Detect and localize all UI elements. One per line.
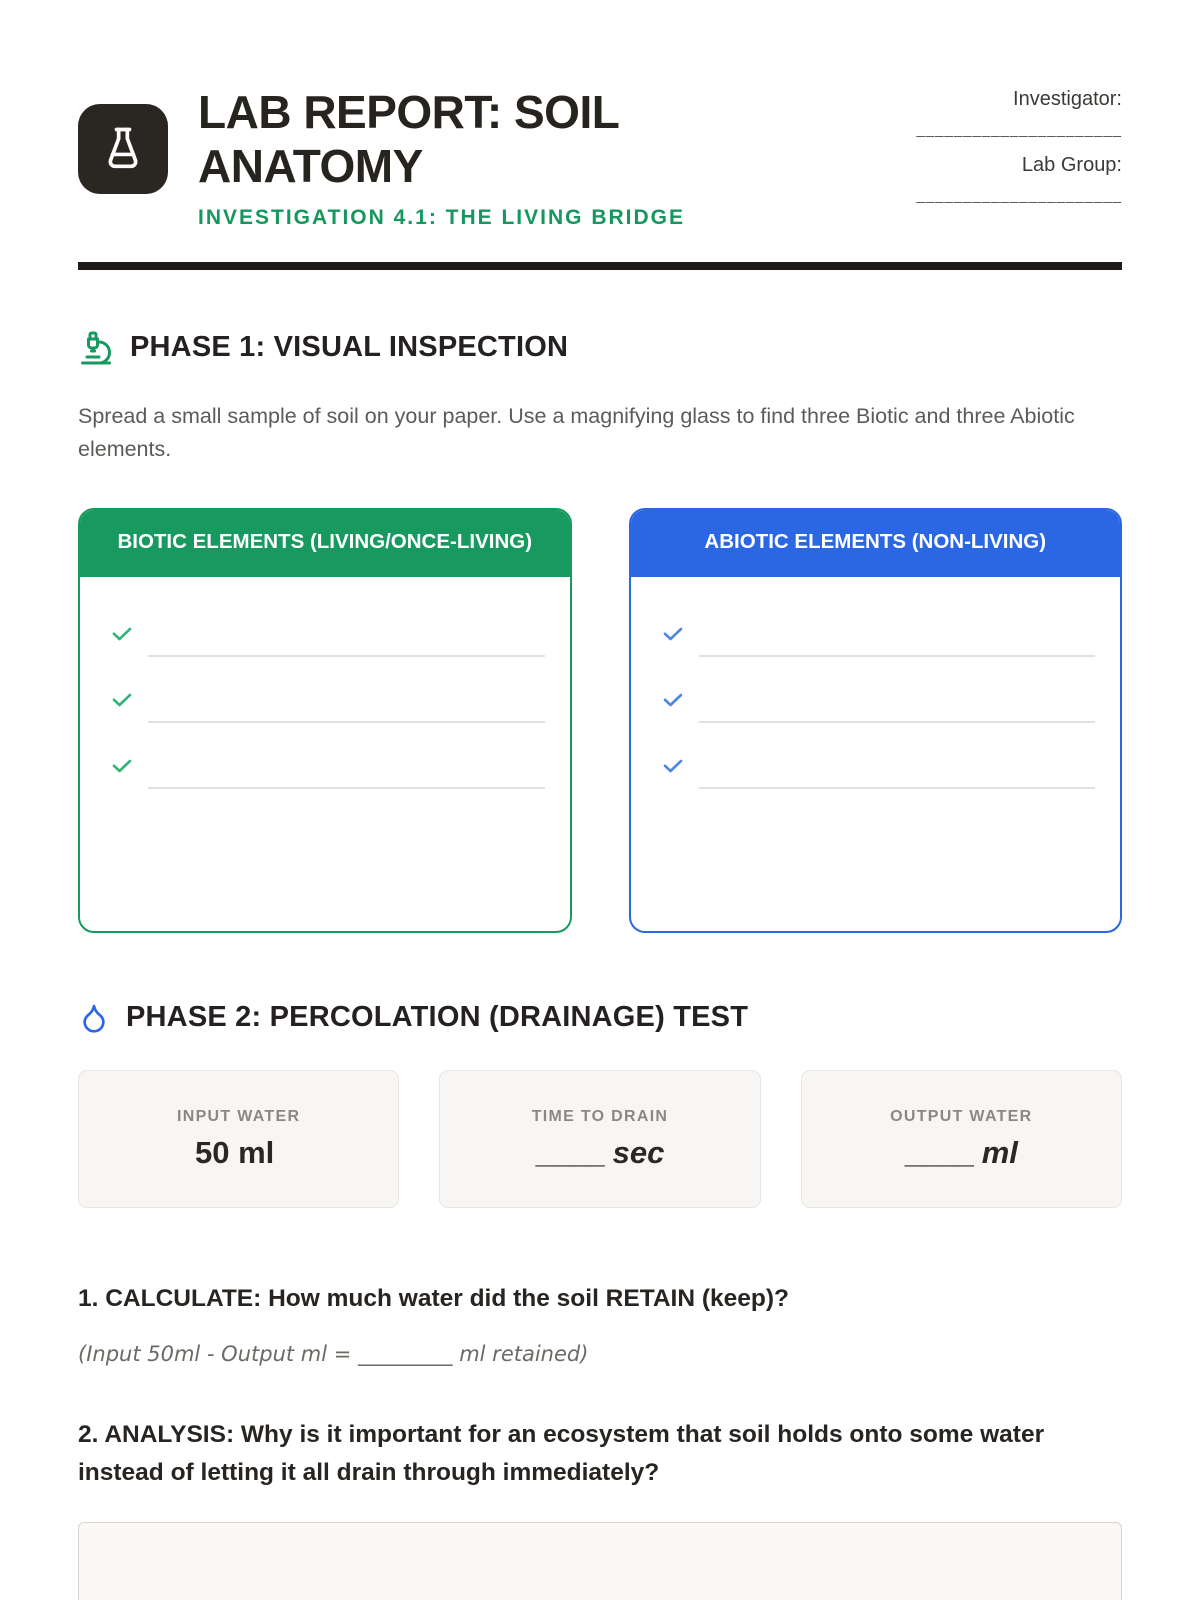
investigator-label: Investigator:: [1013, 88, 1122, 110]
abiotic-blank-3[interactable]: [699, 743, 1096, 789]
biotic-card-title: BIOTIC ELEMENTS (LIVING/ONCE-LIVING): [80, 510, 570, 577]
time-to-drain-blank[interactable]: ____: [535, 1134, 605, 1170]
header-divider: [78, 262, 1122, 270]
biotic-blank-2[interactable]: [148, 677, 545, 723]
output-water-label: OUTPUT WATER: [890, 1107, 1033, 1125]
percolation-stats-row: [78, 1070, 1122, 1208]
biotic-entry-row: [110, 611, 545, 657]
input-water-value: 50 ml: [195, 1134, 275, 1170]
check-icon: [661, 754, 685, 783]
biotic-elements-card: [78, 508, 572, 933]
page-title: LAB REPORT: SOIL ANATOMY: [198, 86, 619, 193]
microscope-icon: [78, 330, 114, 366]
time-to-drain-label: TIME TO DRAIN: [531, 1107, 669, 1125]
question-2: 2. ANALYSIS: Why is it important for an ecosystem that soil holds onto some water instead of letting it all drain through immediately?: [78, 1421, 1045, 1487]
page-subtitle: INVESTIGATION 4.1: THE LIVING BRIDGE: [198, 205, 685, 229]
biotic-entry-row: [110, 743, 545, 789]
report-header: [78, 85, 1122, 230]
abiotic-blank-1[interactable]: [699, 611, 1096, 657]
abiotic-entry-row: [661, 611, 1096, 657]
time-to-drain-unit: sec: [612, 1134, 665, 1170]
phase1-heading: [78, 330, 1122, 366]
question-2-answer-area[interactable]: [78, 1522, 1122, 1600]
biotic-entry-row: [110, 677, 545, 723]
check-icon: [661, 622, 685, 651]
check-icon: [661, 688, 685, 717]
time-to-drain-box: [439, 1070, 760, 1208]
abiotic-entry-row: [661, 677, 1096, 723]
check-icon: [110, 754, 134, 783]
output-water-blank[interactable]: ____: [904, 1134, 974, 1170]
abiotic-entry-row: [661, 743, 1096, 789]
output-water-box: [801, 1070, 1122, 1208]
abiotic-elements-card: [629, 508, 1123, 933]
check-icon: [110, 688, 134, 717]
input-water-box: [78, 1070, 399, 1208]
biotic-blank-3[interactable]: [148, 743, 545, 789]
lab-group-blank-line[interactable]: ______________________: [916, 187, 1122, 204]
phase1-title: PHASE 1: VISUAL INSPECTION: [130, 331, 569, 364]
phase1-instructions: Spread a small sample of soil on your paper. Use a magnifying glass to find three Biotic and three Abiotic elements.: [78, 403, 1075, 461]
output-water-unit: ml: [981, 1134, 1018, 1170]
elements-cards-row: [78, 508, 1122, 933]
question-1-formula: (Input 50ml - Output ml = _________ ml retained): [78, 1342, 589, 1367]
flask-icon: [78, 104, 168, 194]
droplet-icon: [78, 1002, 110, 1034]
abiotic-blank-2[interactable]: [699, 677, 1096, 723]
phase2-heading: [78, 1001, 1122, 1034]
lab-group-label: Lab Group:: [1021, 154, 1122, 176]
biotic-blank-1[interactable]: [148, 611, 545, 657]
phase2-title: PHASE 2: PERCOLATION (DRAINAGE) TEST: [126, 1001, 749, 1034]
check-icon: [110, 622, 134, 651]
question-1: 1. CALCULATE: How much water did the soil RETAIN (keep)?: [78, 1285, 789, 1313]
input-water-label: INPUT WATER: [176, 1107, 301, 1125]
abiotic-card-title: ABIOTIC ELEMENTS (NON-LIVING): [631, 510, 1121, 577]
investigator-blank-line[interactable]: ______________________: [916, 121, 1122, 138]
